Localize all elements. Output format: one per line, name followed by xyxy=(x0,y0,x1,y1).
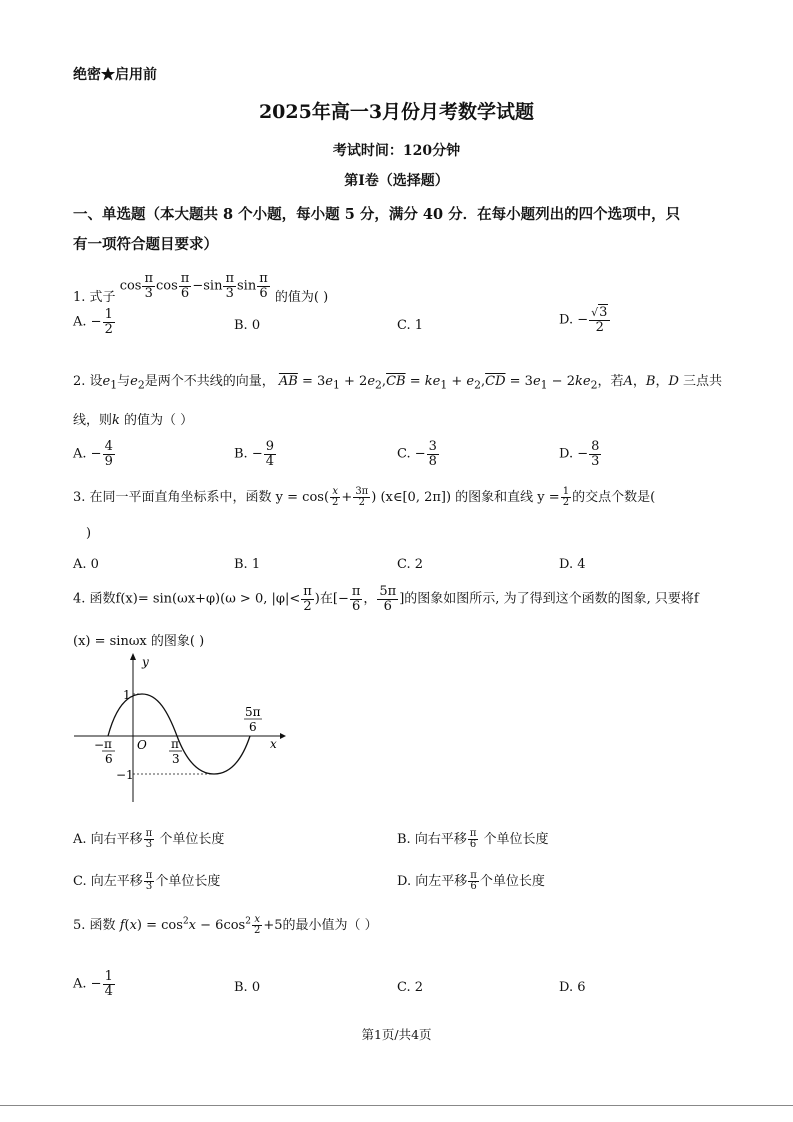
exam-time: 考试时间：120分钟 xyxy=(332,143,461,159)
question-4-line1: 4. 函数f(x)= sin(ωx+φ)(ω > 0, |φ|< $\frac{\pi}{2}$ )在[− $\frac{\pi}{6}$ ， $\frac{5\pi}{6}$ ]的图象如图所示, 为了得到这个函数的图象, 只要将f xyxy=(73,584,699,614)
x-label: x xyxy=(270,737,277,751)
y-label: y xyxy=(142,655,149,669)
q1-option-b[interactable]: B. 0 xyxy=(234,318,261,333)
q5-option-d[interactable]: D. 6 xyxy=(559,980,586,995)
q4-graph xyxy=(70,650,290,810)
q4-option-d[interactable]: D. 向左平移 $\frac{\pi}{6}$ 个单位长度 xyxy=(397,869,545,892)
q2-text: 线，则 xyxy=(73,413,113,428)
question-5: 5. 函数 $f(x) = \cos^2x - 6\cos^2$ $\frac{x}{2}$ +5的最小值为（ ） xyxy=(73,913,378,936)
q3-text: 的交点个数是( xyxy=(572,490,656,505)
option-suffix: 个单位长度 xyxy=(159,832,225,847)
q4-option-a[interactable]: A. 向右平移 $\frac{\pi}{3}$ 个单位长度 xyxy=(73,827,225,850)
x-tick-right-num: 5π xyxy=(245,705,261,719)
q3-text: 3. 在同一平面直角坐标系中，函数 y = cos( xyxy=(73,490,330,505)
q2-option-d[interactable]: D. − $\frac{8}{3}$ xyxy=(559,439,600,469)
x-tick-left-den: 6 xyxy=(105,752,113,766)
q2-text: 2. 设 xyxy=(73,374,103,389)
question-4-line2: (x) = sinωx 的图象( ) xyxy=(73,634,205,649)
page-number: 第1页/共4页 xyxy=(361,1027,432,1042)
q1-prefix: 1. 式子 xyxy=(73,290,116,305)
q1-option-c[interactable]: C. 1 xyxy=(397,318,424,333)
question-2-line2: 线，则k 的值为（ ） xyxy=(73,413,194,428)
q2-option-a[interactable]: A. − $\frac{4}{9}$ xyxy=(73,439,113,469)
question-1 xyxy=(73,268,328,305)
option-label: A. xyxy=(73,976,87,992)
q5-option-c[interactable]: C. 2 xyxy=(397,980,424,995)
q2-text: 的值为（ ） xyxy=(124,413,194,428)
y-axis-arrow xyxy=(130,653,136,660)
option-label: B. xyxy=(234,446,248,462)
q5-text: 的最小值为（ ） xyxy=(282,918,378,933)
q4-option-c[interactable]: C. 向左平移 $\frac{\pi}{3}$ 个单位长度 xyxy=(73,869,221,892)
question-2-line1: 2. 设$e_1$与$e_2$是两个不共线的向量， $\overline{AB} = 3e_1 + 2e_2,\overline{CB} = ke_1 + e_2,\overline{CD} = 3e_1 - 2ke_2$，若A，B，D 三点共 xyxy=(73,374,723,392)
x-tick-left-sign: − xyxy=(94,738,105,752)
q3-option-c[interactable]: C. 2 xyxy=(397,557,424,572)
option-label: C. xyxy=(397,446,411,462)
q5-option-a[interactable]: A. − $\frac{1}{4}$ xyxy=(73,969,113,999)
option-label: A. xyxy=(73,314,87,330)
q4-option-b[interactable]: B. 向右平移 $\frac{\pi}{6}$ 个单位长度 xyxy=(397,827,549,850)
y-tick-minus1: −1 xyxy=(116,768,134,782)
q2-text: 与 xyxy=(117,374,131,389)
q3-text: ) (x∈[0, 2π]) 的图象和直线 y = xyxy=(371,490,560,505)
q4-text: ， xyxy=(363,591,377,607)
section-heading-line1: 一、单选题（本大题共 8 个小题，每小题 5 分，满分 40 分．在每小题列出的四个选项中，只 xyxy=(73,206,681,223)
q5-option-b[interactable]: B. 0 xyxy=(234,980,261,995)
y-tick-1: 1 xyxy=(123,688,131,702)
option-label: D. xyxy=(559,446,574,462)
volume-title: 第Ⅰ卷（选择题） xyxy=(344,173,449,189)
option-suffix: 个单位长度 xyxy=(483,832,549,847)
option-label: A. xyxy=(73,446,87,462)
q1-option-d[interactable]: D. − $\frac{√3}{2}$ xyxy=(559,306,611,334)
option-suffix: 个单位长度 xyxy=(155,874,221,889)
q2-text: ，若 xyxy=(597,374,624,389)
x-tick-mid-num: π xyxy=(171,737,179,751)
q1-suffix: 的值为( ) xyxy=(274,290,329,305)
q2-text: 是两个不共线的向量， xyxy=(144,374,275,389)
bottom-divider xyxy=(0,1105,793,1106)
q2-option-c[interactable]: C. − $\frac{3}{8}$ xyxy=(397,439,437,469)
q2-option-b[interactable]: B. − $\frac{9}{4}$ xyxy=(234,439,274,469)
q3-option-d[interactable]: D. 4 xyxy=(559,557,586,572)
q3-option-a[interactable]: A. 0 xyxy=(73,557,99,572)
option-suffix: 个单位长度 xyxy=(479,874,545,889)
x-tick-right-den: 6 xyxy=(249,720,257,734)
option-label: A. 向右平移 xyxy=(73,832,143,847)
option-label: D. xyxy=(559,312,574,328)
q1-expression: cos $\frac{\pi}{3}$ cos $\frac{\pi}{6}$ −sin $\frac{\pi}{3}$ sin $\frac{\pi}{6}$ xyxy=(119,271,268,301)
q4-text: ]的图象如图所示, 为了得到这个函数的图象, 只要将f xyxy=(399,591,699,607)
option-label: D. 向左平移 xyxy=(397,874,468,889)
x-axis-arrow xyxy=(280,733,286,739)
option-label: B. 向右平移 xyxy=(397,832,467,847)
q4-text: )在[− xyxy=(314,591,349,607)
page-title: 2025年高一3月份月考数学试题 xyxy=(258,101,535,123)
x-tick-left-num: π xyxy=(104,737,112,751)
q3-option-b[interactable]: B. 1 xyxy=(234,557,261,572)
q1-option-a[interactable]: A. − $\frac{1}{2}$ xyxy=(73,307,113,337)
question-3-line2: ) xyxy=(86,526,92,541)
section-heading-line2: 有一项符合题目要求） xyxy=(73,236,218,253)
q4-text: 4. 函数f(x)= sin(ωx+φ)(ω > 0, |φ|< xyxy=(73,591,301,607)
x-tick-mid-den: 3 xyxy=(172,752,180,766)
question-3-line1: 3. 在同一平面直角坐标系中，函数 y = cos( $\frac{x}{2}$ + $\frac{3\pi}{2}$ ) (x∈[0, 2π]) 的图象和直线 y = $\frac{1}{2}$ 的交点个数是( xyxy=(73,485,656,508)
q2-text: 三点共 xyxy=(683,374,723,389)
q5-text: 5. 函数 xyxy=(73,918,116,933)
confidential-mark: 绝密★启用前 xyxy=(73,67,157,83)
origin-label: O xyxy=(137,738,147,752)
option-label: C. 向左平移 xyxy=(73,874,143,889)
